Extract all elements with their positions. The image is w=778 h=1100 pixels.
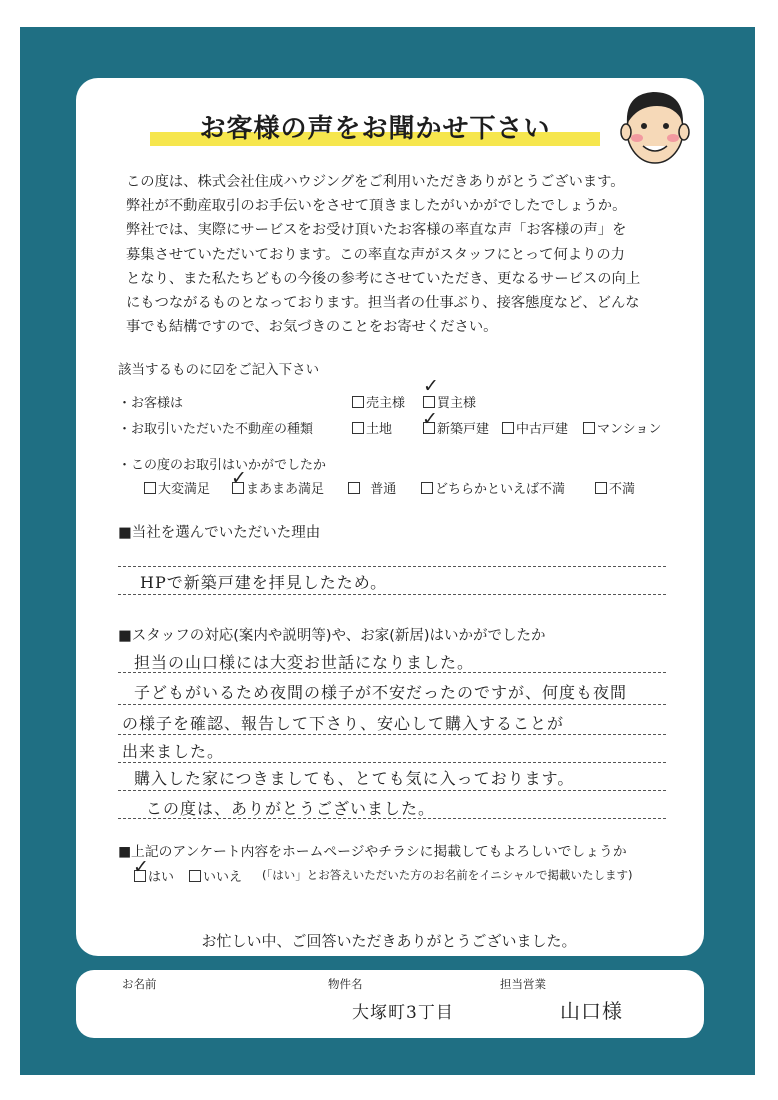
question-property-type: ・お取引いただいた不動産の種類 bbox=[118, 422, 314, 437]
staff-answer-line: 購入した家につきましても、とても気に入っております。 bbox=[134, 769, 575, 788]
intro-line: 弊社では、実際にサービスをお受け頂いたお客様の率直な声「お客様の声」を bbox=[126, 222, 627, 239]
property-label: 物件名 bbox=[328, 977, 363, 991]
title-block bbox=[150, 108, 600, 148]
check-mark-icon: ✓ bbox=[423, 375, 439, 397]
reason-answer: HPで新築戸建を拝見したため。 bbox=[140, 573, 388, 592]
instruction: 該当するものに☑をご記入下さい bbox=[118, 362, 320, 378]
divider bbox=[118, 818, 666, 819]
publish-heading: ■上記のアンケート内容をホームページやチラシに掲載してもよろしいでしょうか bbox=[118, 844, 627, 860]
option-new-house[interactable]: 新築戸建 bbox=[423, 418, 489, 437]
staff-answer-line: 出来ました。 bbox=[122, 742, 225, 761]
option-land[interactable]: 土地 bbox=[352, 418, 392, 437]
checkbox[interactable] bbox=[502, 422, 514, 434]
intro-line: 事でも結構ですので、お気づきのことをお寄せください。 bbox=[126, 319, 498, 336]
intro-line: となり、また私たちどもの今後の参考にさせていただき、更なるサービスの向上 bbox=[126, 270, 641, 287]
check-mark-icon: ✓ bbox=[231, 467, 247, 489]
property-value: 大塚町3丁目 bbox=[352, 1003, 454, 1023]
checkbox[interactable] bbox=[144, 482, 156, 494]
checkbox[interactable] bbox=[423, 396, 435, 408]
intro-line: 募集させていただいております。この率直な声がスタッフにとって何よりの力 bbox=[126, 246, 625, 263]
option-satisfied[interactable]: まあまあ満足 bbox=[232, 478, 324, 497]
check-mark-icon: ✓ bbox=[133, 856, 149, 878]
check-mark-icon: ✓ bbox=[422, 408, 438, 430]
cartoon-face-icon bbox=[617, 84, 693, 168]
staff-answer-line: 子どもがいるため夜間の様子が不安だったのですが、何度も夜間 bbox=[134, 683, 628, 702]
staff-label: 担当営業 bbox=[500, 977, 546, 991]
divider bbox=[118, 672, 666, 673]
checkbox[interactable] bbox=[421, 482, 433, 494]
option-condo[interactable]: マンション bbox=[583, 418, 661, 437]
option-used-house[interactable]: 中古戸建 bbox=[502, 418, 568, 437]
staff-value: 山口様 bbox=[560, 999, 623, 1023]
option-very-satisfied[interactable]: 大変満足 bbox=[144, 478, 210, 497]
checkbox[interactable] bbox=[595, 482, 607, 494]
checkbox[interactable] bbox=[189, 870, 201, 882]
option-yes[interactable]: はい bbox=[134, 866, 174, 885]
divider bbox=[118, 704, 666, 705]
publish-note: (「はい」とお答えいただいた方のお名前をイニシャルで掲載いたします) bbox=[262, 868, 633, 882]
staff-answer-line: の様子を確認、報告して下さり、安心して購入することが bbox=[122, 714, 565, 733]
divider bbox=[118, 790, 666, 791]
question-satisfaction: ・この度のお取引はいかがでしたか bbox=[118, 458, 327, 473]
staff-answer-line: 担当の山口様には大変お世話になりました。 bbox=[134, 653, 475, 672]
option-seller[interactable]: 売主様 bbox=[352, 392, 405, 411]
intro-line: この度は、株式会社住成ハウジングをご利用いただきありがとうございます。 bbox=[126, 174, 625, 190]
option-dissatisfied[interactable]: 不満 bbox=[595, 478, 635, 497]
staff-heading: ■スタッフの対応(案内や説明等)や、お家(新居)はいかがでしたか bbox=[118, 628, 546, 644]
intro-text bbox=[126, 170, 666, 339]
option-no[interactable]: いいえ bbox=[189, 866, 242, 885]
checkbox[interactable] bbox=[352, 422, 364, 434]
intro-line: 弊社が不動産取引のお手伝いをさせて頂きましたがいかがでしたでしょうか。 bbox=[126, 198, 627, 215]
staff-answer-line: この度は、ありがとうございました。 bbox=[146, 799, 436, 818]
question-customer: ・お客様は bbox=[118, 396, 184, 411]
option-somewhat-dissatisfied[interactable]: どちらかといえば不満 bbox=[421, 478, 565, 497]
divider bbox=[118, 762, 666, 763]
divider bbox=[118, 594, 666, 595]
intro-line: にもつながるものとなっております。担当者の仕事ぶり、接客態度など、どんな bbox=[126, 295, 640, 312]
divider bbox=[118, 734, 666, 735]
page-title: お客様の声をお聞かせ下さい bbox=[199, 114, 551, 144]
option-buyer[interactable]: 買主様 bbox=[423, 392, 476, 411]
option-neutral[interactable]: 普通 bbox=[348, 478, 396, 497]
divider bbox=[118, 566, 666, 567]
checkbox[interactable] bbox=[583, 422, 595, 434]
checkbox[interactable] bbox=[352, 396, 364, 408]
reason-heading: ■当社を選んでいただいた理由 bbox=[118, 525, 321, 541]
thanks-message: お忙しい中、ご回答いただきありがとうございました。 bbox=[201, 932, 577, 950]
name-label: お名前 bbox=[122, 977, 157, 991]
checkbox[interactable] bbox=[348, 482, 360, 494]
